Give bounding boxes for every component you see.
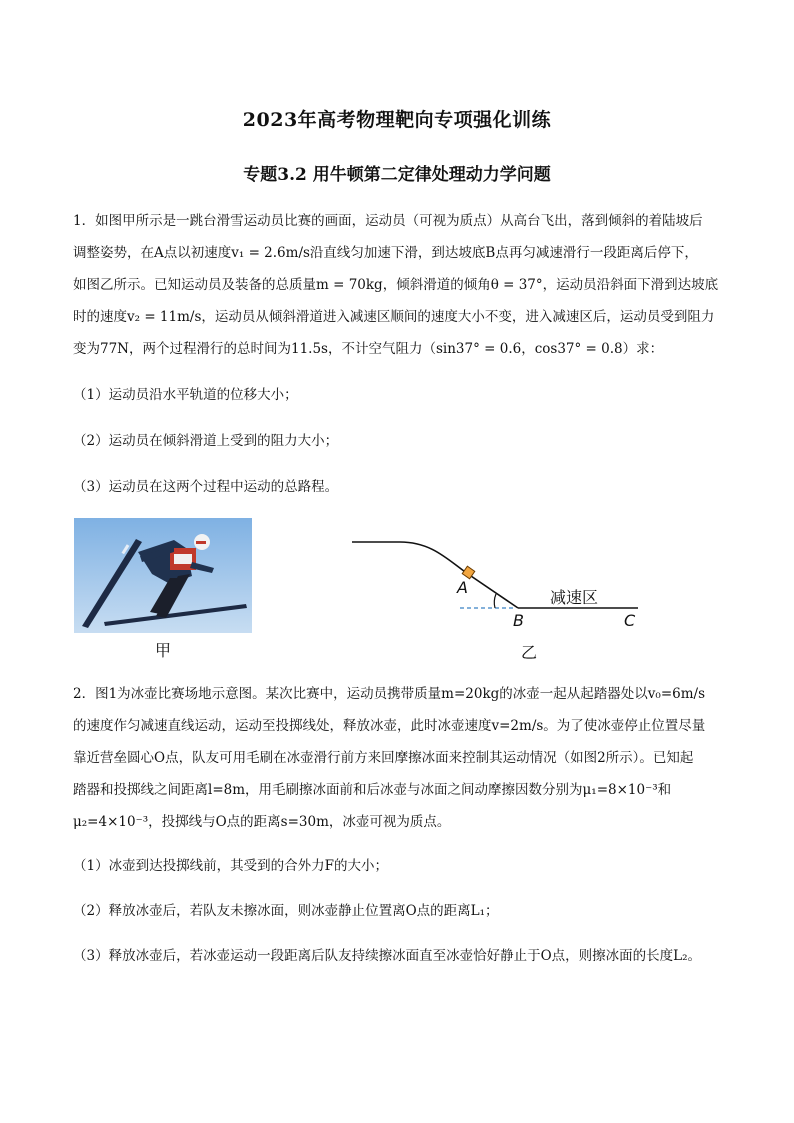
slope-diagram [348, 532, 648, 642]
page-subtitle: 专题3.2 用牛顿第二定律处理动力学问题 [243, 165, 551, 185]
figure-jia-caption: 甲 [155, 641, 172, 660]
point-a-label: A [457, 578, 468, 597]
figure-yi-caption: 乙 [521, 643, 538, 662]
problem2-stem-line: 踏器和投掷线之间距离l=8m，用毛刷擦冰面前和后冰壶与冰面之间动摩擦因数分别为μ₁=8×10⁻³和 [73, 782, 672, 798]
problem1-stem-line: 调整姿势，在A点以初速度v₁ = 2.6m/s沿直线匀加速下滑，到达坡底B点再匀减速滑行一段距离后停下， [73, 245, 698, 261]
angle-arc [494, 594, 496, 608]
problem1-stem-line: 时的速度v₂ = 11m/s，运动员从倾斜滑道进入减速区顺间的速度大小不变，进入减速区后，运动员受到阻力 [73, 309, 715, 325]
problem2-stem-line: 的速度作匀减速直线运动，运动至投掷线处，释放冰壶，此时冰壶速度v=2m/s。为了使冰壶停止位置尽量 [73, 718, 706, 734]
deceleration-zone-label: 减速区 [550, 588, 599, 607]
slope-track [352, 542, 518, 608]
ski-jumper-photo [74, 518, 252, 633]
problem2-question: （1）冰壶到达投掷线前，其受到的合外力F的大小； [73, 858, 388, 874]
problem1-question: （1）运动员沿水平轨道的位移大小； [73, 387, 298, 403]
problem1-stem-line: 如图乙所示。已知运动员及装备的总质量m = 70kg，倾斜滑道的倾角θ = 37°，运动员沿斜面下滑到达坡底 [73, 277, 719, 293]
problem2-stem-line: 2．图1为冰壶比赛场地示意图。某次比赛中，运动员携带质量m=20kg的冰壶一起从起踏器处以v₀=6m/s [73, 686, 706, 702]
problem1-stem-line: 1．如图甲所示是一跳台滑雪运动员比赛的画面，运动员（可视为质点）从高台飞出，落到倾斜的着陆坡后 [73, 213, 703, 229]
problem2-question: （3）释放冰壶后，若冰壶运动一段距离后队友持续擦冰面直至冰壶恰好静止于O点，则擦冰面的长度L₂。 [73, 948, 702, 964]
problem1-question: （3）运动员在这两个过程中运动的总路程。 [73, 479, 339, 495]
point-c-label: C [624, 611, 636, 630]
problem1-question: （2）运动员在倾斜滑道上受到的阻力大小； [73, 433, 339, 449]
point-b-label: B [513, 611, 524, 630]
problem2-question: （2）释放冰壶后，若队友未擦冰面，则冰壶静止位置离O点的距离L₁； [73, 903, 499, 919]
problem2-stem-line: μ₂=4×10⁻³，投掷线与O点的距离s=30m，冰壶可视为质点。 [73, 814, 451, 830]
page-title: 2023年高考物理靶向专项强化训练 [242, 109, 552, 131]
problem2-stem-line: 靠近营垒圆心O点，队友可用毛刷在冰壶滑行前方来回摩擦冰面来控制其运动情况（如图2所示）。已知起 [73, 750, 694, 766]
problem1-stem-line: 变为77N，两个过程滑行的总时间为11.5s，不计空气阻力（sin37° = 0.6，cos37° = 0.8）求： [73, 341, 664, 357]
